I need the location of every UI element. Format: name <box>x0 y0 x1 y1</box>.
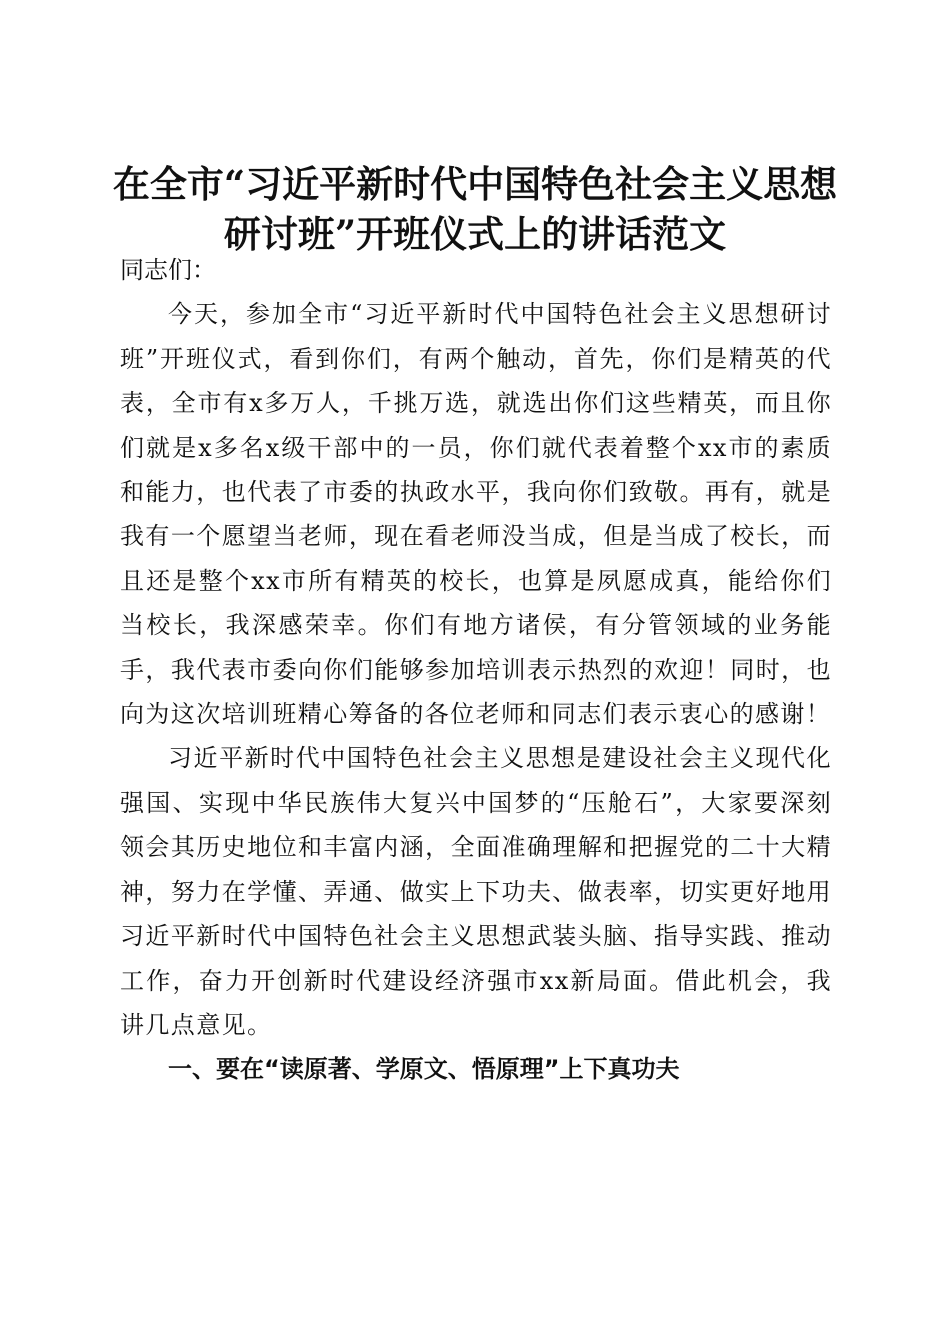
paragraph-1: 今天，参加全市“习近平新时代中国特色社会主义思想研讨班”开班仪式，看到你们，有两个触动，首先，你们是精英的代表，全市有x多万人，千挑万选，就选出你们这些精英，而且你们就是x多名x级干部中的一员，你们就代表着整个xx市的素质和能力，也代表了市委的执政水平，我向你们致敬。再有，就是我有一个愿望当老师，现在看老师没当成，但是当成了校长，而且还是整个xx市所有精英的校长，也算是夙愿成真，能给你们当校长，我深感荣幸。你们有地方诸侯，有分管领域的业务能手，我代表市委向你们能够参加培训表示热烈的欢迎！同时，也向为这次培训班精心筹备的各位老师和同志们表示衷心的感谢！ <box>120 300 832 729</box>
title-line-1: 在全市“习近平新时代中国特色社会主义思想 <box>112 161 838 206</box>
title-line-2: 研讨班”开班仪式上的讲话范文 <box>223 211 727 256</box>
salutation: 同志们： <box>120 256 216 284</box>
document-title <box>110 159 840 259</box>
paragraph-2: 习近平新时代中国特色社会主义思想是建设社会主义现代化强国、实现中华民族伟大复兴中国梦的“压舱石”，大家要深刻领会其历史地位和丰富内涵，全面准确理解和把握党的二十大精神，努力在学懂、弄通、做实上下功夫、做表率，切实更好地用习近平新时代中国特色社会主义思想武装头脑、指导实践、推动工作，奋力开创新时代建设经济强市xx新局面。借此机会，我讲几点意见。 <box>120 744 832 1039</box>
section-heading: 一、要在“读原著、学原文、悟原理”上下真功夫 <box>168 1055 680 1084</box>
document-body <box>120 248 832 1092</box>
